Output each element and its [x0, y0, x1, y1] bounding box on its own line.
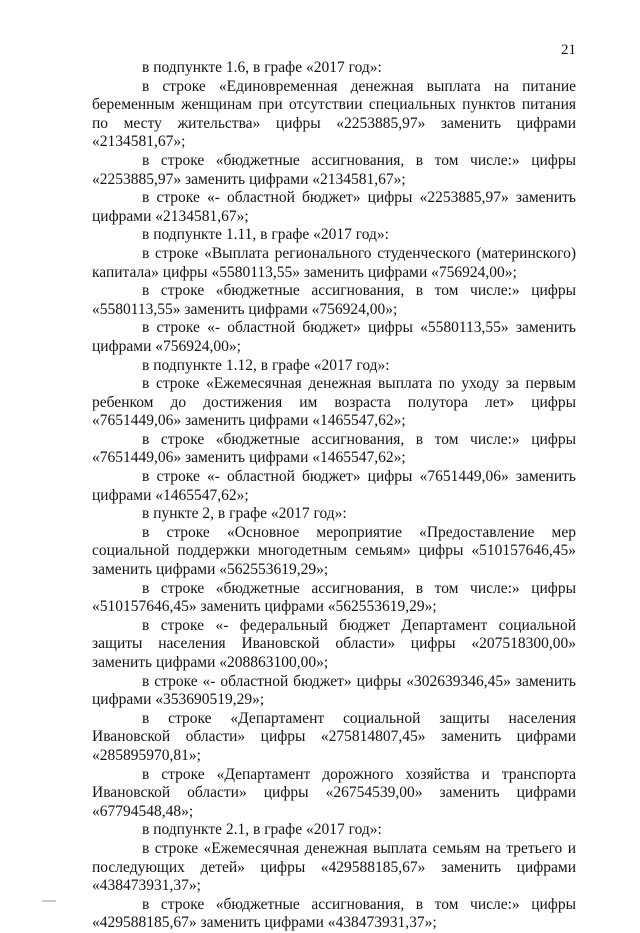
- subitem-1-11-heading: в подпункте 1.11, в графе «2017 год»:: [142, 226, 389, 244]
- item-2-heading: в пункте 2, в графе «2017 год»:: [142, 505, 347, 523]
- paragraph-amendment: в строке «Единовременная денежная выплата на питание беременным женщинам при отсутствии специальных пунктов питания по месту жительства» цифры «2253885,97» заменить цифрами «2134581,67»;: [92, 77, 576, 151]
- paragraph-amendment: в строке «- областной бюджет» цифры «302639346,45» заменить цифрами «353690519,29»;: [92, 672, 576, 709]
- paragraph-amendment: в строке «Ежемесячная денежная выплата по уходу за первым ребенком до достижения им возраста полутора лет» цифры «7651449,06» заменить цифрами «1465547,62»;: [92, 375, 576, 430]
- subitem-1-12-heading: в подпункте 1.12, в графе «2017 год»:: [142, 356, 390, 374]
- paragraph-amendment: в строке «Департамент дорожного хозяйства и транспорта Ивановской области» цифры «26754539,00» заменить цифрами «67794548,48»;: [92, 765, 576, 820]
- paragraph-amendment: в строке «Выплата регионального студенческого (материнского) капитала» цифры «5580113,55» заменить цифрами «756924,00»;: [92, 244, 576, 281]
- paragraph-amendment: в строке «бюджетные ассигнования, в том числе:» цифры «2253885,97» заменить цифрами «2134581,67»;: [92, 151, 576, 188]
- paragraph-amendment: в строке «Ежемесячная денежная выплата семьям на третьего и последующих детей» цифры «429588185,67» заменить цифрами «438473931,37»;: [92, 839, 576, 895]
- paragraph-amendment: в строке «Основное мероприятие «Предоставление мер социальной поддержки многодетным семьям» цифры «510157646,45» заменить цифрами «562553619,29»;: [92, 523, 576, 579]
- document-body: [92, 59, 576, 933]
- paragraph-amendment: в строке «бюджетные ассигнования, в том числе:» цифры «5580113,55» заменить цифрами «756924,00»;: [92, 282, 576, 318]
- scan-artifact: [42, 900, 56, 902]
- paragraph-amendment: в строке «- областной бюджет» цифры «2253885,97» заменить цифрами «2134581,67»;: [92, 189, 576, 225]
- subitem-2-1-heading: в подпункте 2.1, в графе «2017 год»:: [142, 821, 382, 839]
- paragraph-amendment: в строке «- областной бюджет» цифры «7651449,06» заменить цифрами «1465547,62»;: [92, 468, 576, 504]
- paragraph-amendment: в строке «Департамент социальной защиты населения Ивановской области» цифры «275814807,45» заменить цифрами «285895970,81»;: [92, 709, 576, 764]
- paragraph-amendment: в строке «- областной бюджет» цифры «5580113,55» заменить цифрами «756924,00»;: [92, 319, 576, 355]
- subitem-1-6-heading: в подпункте 1.6, в графе «2017 год»:: [142, 59, 382, 76]
- paragraph-amendment: в строке «бюджетные ассигнования, в том числе:» цифры «510157646,45» заменить цифрами «562553619,29»;: [92, 579, 576, 616]
- paragraph-amendment: в строке «бюджетные ассигнования, в том числе:» цифры «7651449,06» заменить цифрами «1465547,62»;: [92, 430, 576, 467]
- paragraph-amendment: в строке «бюджетные ассигнования, в том числе:» цифры «429588185,67» заменить цифрами «438473931,37»;: [92, 895, 576, 932]
- paragraph-amendment: в строке «- федеральный бюджет Департамент социальной защиты населения Ивановской области» цифры «207518300,00» заменить цифрами «208863100,00»;: [92, 616, 576, 671]
- page-number: 21: [561, 42, 576, 58]
